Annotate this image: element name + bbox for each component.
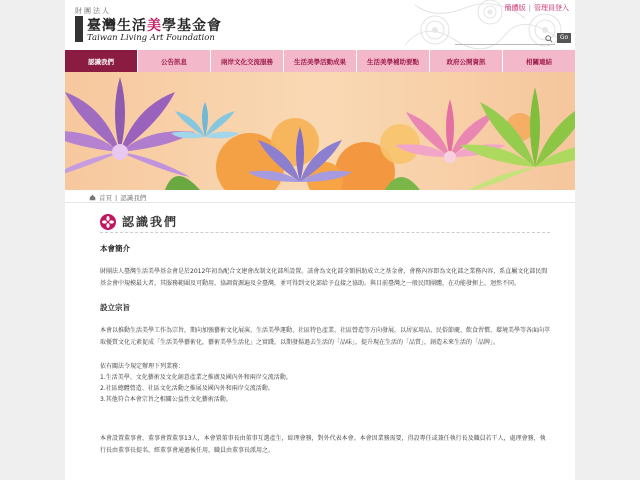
- main-content: [65, 203, 575, 457]
- business-list-intro: 依有關法令規定辦理下列業務：: [100, 363, 185, 370]
- header: [65, 0, 575, 50]
- breadcrumb: [65, 190, 575, 203]
- breadcrumb-home[interactable]: 首頁: [99, 194, 112, 202]
- page: [65, 0, 575, 480]
- logo-title: 臺灣生活美學基金會: [87, 18, 222, 34]
- nav-item-about[interactable]: 認識我們: [65, 50, 138, 72]
- purpose-heading: 設立宗旨: [100, 303, 130, 312]
- logo-mark: [75, 16, 83, 42]
- business-list: [100, 372, 550, 405]
- nav-item-government-info[interactable]: 政府公開資訊: [430, 50, 503, 72]
- logo-badge: 財團法人: [75, 7, 111, 15]
- page-title-row: [100, 211, 550, 233]
- search-icon[interactable]: [543, 33, 555, 45]
- nav-item-related-links[interactable]: 相關連結: [526, 57, 552, 66]
- go-button[interactable]: Go: [557, 33, 571, 43]
- list-item: 1.生活美學、文化藝術及文化創意產業之推廣及國內外和兩岸交流活動。: [100, 374, 292, 381]
- site-logo[interactable]: [75, 6, 275, 46]
- search-box: [455, 33, 555, 45]
- page-title: 認識我們: [122, 215, 179, 229]
- nav-item-subsidy-guidelines[interactable]: 生活美學補助要點: [357, 50, 430, 72]
- intro-heading: 本會簡介: [100, 244, 130, 253]
- home-icon[interactable]: [89, 194, 96, 201]
- breadcrumb-separator: |: [115, 193, 118, 202]
- hero-banner: [65, 72, 575, 190]
- board-text: 本會設置董事會，董事會置董事13人，本會置董事長由董事互選產生，綜理會務，對外代表本會。本會因業務需要，得設專任或兼任執行長及職員若干人，處理會務，執行長由董事長提名，經董事會通過後任用，職員由董事長派用之。: [100, 435, 546, 454]
- breadcrumb-current: 認識我們: [120, 194, 147, 202]
- intro-text: 財團法人臺灣生活美學基金會是於2012年初為配合文建會改制文化部所設置。該會為文化部全額捐助成立之基金會，會務內容即為文化部之業務內容，系直屬文化部民間基金會中規模最大者，其服務範圍及可動用、協調資源遍及全臺灣，並可得到文化部給予直接之協助。與目前臺灣之一般民間團體，在功能發揮上，迥然不同。: [100, 268, 548, 287]
- simplified-chinese-link[interactable]: 簡體版: [504, 4, 526, 12]
- flower-icon: [100, 214, 116, 230]
- nav-item-cross-strait-services[interactable]: 兩岸文化交流服務: [211, 50, 284, 72]
- list-item: 2.社區總體營造、社區文化活動之推展及國內外和兩岸交流活動。: [100, 385, 274, 392]
- top-links: 簡體版 | 管理員登入: [504, 4, 569, 12]
- nav-item-activity-results[interactable]: 生活美學活動成果: [284, 50, 357, 72]
- list-item: 3.其他符合本會宗旨之相關公益性文化藝術活動。: [100, 396, 232, 403]
- search-input[interactable]: [455, 33, 555, 45]
- logo-english: Taiwan Living Art Foundation: [87, 33, 215, 43]
- admin-login-link[interactable]: 管理員登入: [534, 4, 569, 12]
- nav-item-announcements[interactable]: 公告訊息: [138, 50, 211, 72]
- main-nav: [65, 50, 575, 72]
- purpose-text: 本會以推動生活美學工作為宗旨，期向加強藝術文化展演、生活美學運動、社區特色產業、社區營造等方向發展，以居家用品、民俗節慶、飲食習慣、環境美學等各面向萃取優質文化元素促成「生活美學藝術化，藝術美學生活化」之實踐，以期發揚過去生活的「品味」，提升現在生活的「品質」，創造未來生活的「品牌」。: [100, 327, 551, 346]
